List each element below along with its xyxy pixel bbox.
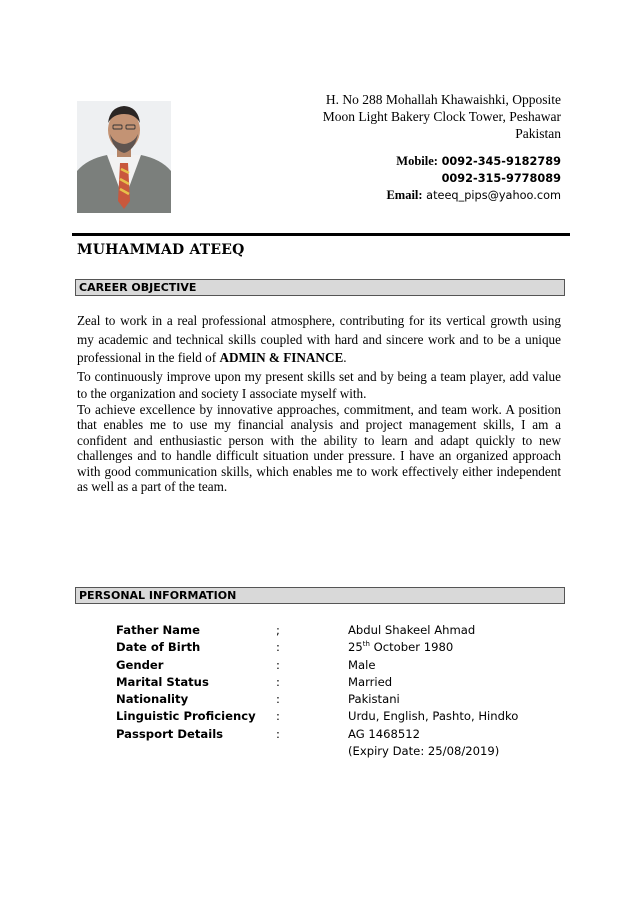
career-objective-text	[77, 312, 561, 495]
address-line: Pakistan	[515, 126, 561, 141]
info-row-date-of-birth	[116, 640, 536, 657]
info-key: Nationality	[116, 692, 189, 707]
admin-finance-emphasis: ADMIN & FINANCE	[219, 350, 344, 365]
email-address: ateeq_pips@yahoo.com	[426, 189, 561, 202]
mobile-number: 0092-315-9778089	[441, 172, 561, 185]
objective-paragraph: To continuously improve upon my present skills set and by being a team player, add value to the organization and society I associate myself with.	[77, 368, 561, 401]
info-separator: :	[276, 726, 280, 741]
info-value: 25th October 1980	[348, 640, 454, 655]
info-value: Married	[348, 674, 393, 689]
info-value: Abdul Shakeel Ahmad	[348, 623, 476, 637]
info-row-gender	[116, 658, 536, 675]
info-key: Date of Birth	[116, 640, 201, 655]
info-row-linguistic-proficiency	[116, 709, 536, 726]
info-key: Father Name	[116, 623, 200, 637]
info-key: Linguistic Proficiency	[116, 709, 256, 724]
info-row-father-name	[116, 623, 536, 640]
info-value: Male	[348, 657, 376, 672]
address-block	[241, 91, 561, 142]
info-value: Pakistani	[348, 692, 400, 707]
contact-block	[261, 153, 561, 204]
address-line: Moon Light Bakery Clock Tower, Peshawar	[322, 109, 561, 124]
info-key: Passport Details	[116, 726, 224, 741]
info-row-marital-status	[116, 675, 536, 692]
info-key: Marital Status	[116, 674, 209, 689]
info-separator: ;	[276, 623, 280, 637]
objective-paragraph: Zeal to work in a real professional atmosphere, contributing for its vertical growth using my academic and technical skills coupled with hard and sincere work and to be a unique professional in the field of ADMIN & FINANCE.	[77, 313, 561, 365]
info-value: (Expiry Date: 25/08/2019)	[348, 744, 500, 759]
personal-information-table	[116, 623, 536, 761]
info-value: Urdu, English, Pashto, Hindko	[348, 709, 519, 724]
info-separator: :	[276, 692, 280, 707]
info-value: AG 1468512	[348, 726, 421, 741]
info-row-passport-expiry	[116, 744, 536, 761]
objective-paragraph: To achieve excellence by innovative approaches, commitment, and team work. A position that enables me to use my financial analysis and project management skills, I am a confident and enthusiastic person with the ability to learn and adapt quickly to new challenges and to handle difficult situation under pressure. I have an organized approach with good communication skills, which enables me to work effectively either independent as well as a part of the team.	[77, 401, 561, 495]
candidate-name: MUHAMMAD ATEEQ	[77, 242, 245, 258]
career-objective-heading: CAREER OBJECTIVE	[75, 279, 565, 296]
email-label: Email:	[386, 188, 423, 202]
info-separator: :	[276, 709, 280, 724]
info-row-nationality	[116, 692, 536, 709]
header-divider	[72, 233, 570, 236]
info-separator: :	[276, 674, 280, 689]
mobile-number: 0092-345-9182789	[441, 155, 561, 168]
address-line: H. No 288 Mohallah Khawaishki, Opposite	[325, 92, 561, 107]
info-row-passport-details	[116, 727, 536, 744]
personal-information-heading: PERSONAL INFORMATION	[75, 587, 565, 604]
mobile-label: Mobile:	[396, 154, 438, 168]
info-separator: :	[276, 640, 280, 655]
profile-photo	[77, 101, 171, 213]
info-key: Gender	[116, 657, 164, 672]
info-separator: :	[276, 657, 280, 672]
